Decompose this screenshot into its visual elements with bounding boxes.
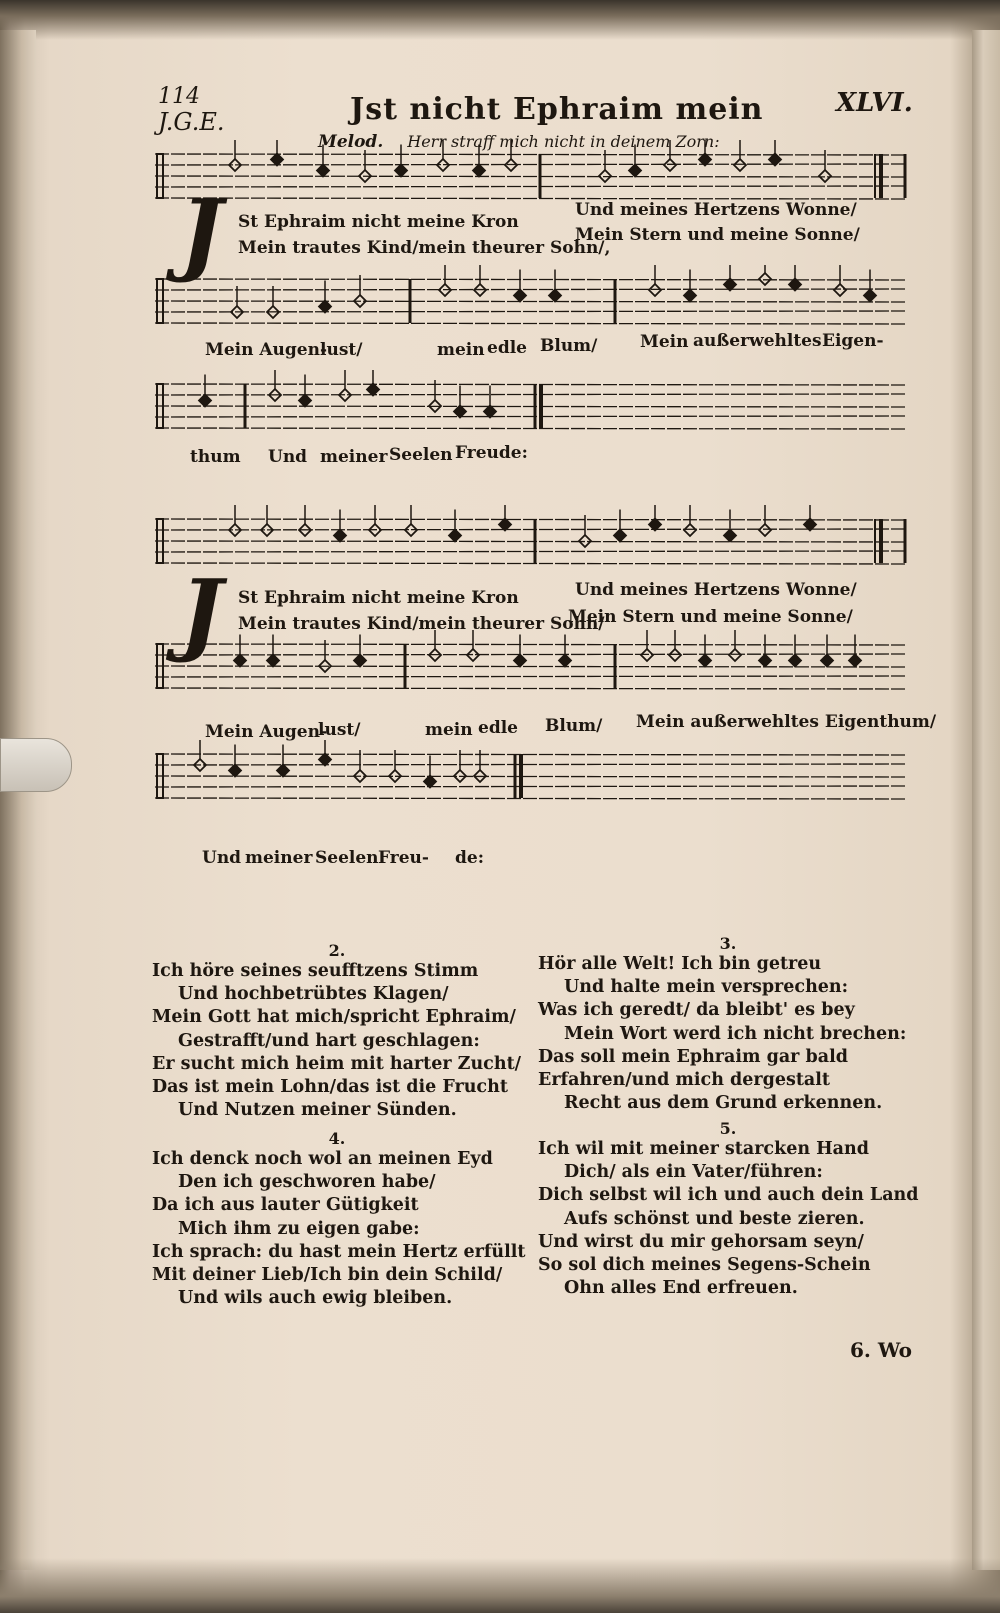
staff-2-3 [155,740,915,815]
note-head [299,395,311,407]
page-edge [972,30,1000,1570]
lyric-1-line1b: Und meines Hertzens Wonne/ [575,200,857,220]
note-head [734,159,746,171]
stanza-line: Ich höre seines seufftzens Stimm [152,961,479,981]
stanza-line: Aufs schönst und beste zieren. [564,1208,865,1229]
page-number: 114 [158,84,200,109]
stanza-line: Ohn alles End erfreuen. [564,1278,798,1299]
staff-line [155,198,905,199]
note-head [819,170,831,182]
stanza-line: Dich/ als ein Vater/führen: [564,1162,823,1183]
note-head [684,524,696,536]
note-head [354,655,366,667]
binding-gutter [0,30,36,1570]
note-head [367,384,379,396]
stanza-line: Er sucht mich heim mit harter Zucht/ [152,1053,522,1074]
staff-line [155,176,905,177]
lyric-2-row2-5: Mein außerwehltes Eigenthum/ [636,712,937,732]
lyric-2-row3-1: meiner [245,848,313,868]
stanza-3 [538,935,918,1115]
stanza-line: Und Nutzen meiner Sünden. [178,1100,457,1121]
stanza-line: Ich wil mit meiner starcken Hand [538,1139,869,1159]
stanza-4 [152,1129,526,1310]
lyric-1-line2b: Mein Stern und meine Sonne/ [575,225,860,245]
staff-line [155,551,905,552]
stanza-line: Mein Gott hat mich/spricht Ephraim/ [152,1007,516,1028]
stanza-number: 5. [719,1119,737,1138]
note-head [234,655,246,667]
lyric-1-row3-1: Und [268,447,308,467]
staff-line [155,323,905,324]
note-head [559,655,571,667]
lyric-1-row2-5: Mein [640,332,689,352]
note-head [664,159,676,171]
staff-line [155,676,905,677]
note-head [454,406,466,418]
staff-line [155,541,905,542]
section-number: XLVI. [836,88,913,118]
staff-line [155,164,905,165]
note-head [629,165,641,177]
note-head [473,165,485,177]
lyric-1-line1a: St Ephraim nicht meine Kron [238,212,519,232]
lyric-1-row2-3: edle [487,338,527,358]
stanza-number: 2. [328,941,346,960]
note-head [759,655,771,667]
melody-text: Herr straff mich nicht in deinem Zorn: [407,132,720,151]
staff-line [155,644,905,645]
staff-2-2 [155,630,915,725]
top-shadow [0,0,1000,40]
lyric-2-row2-2: mein [425,720,473,740]
stanza-line: Dich selbst wil ich und auch dein Land [538,1185,919,1206]
lyric-1-row3-3: Seelen [389,445,453,465]
note-head [789,655,801,667]
staff-line [155,384,905,385]
melody-label: Melod. [318,132,384,152]
lyric-2-row3-2: Seelen [315,848,379,868]
note-head [229,765,241,777]
note-head [514,290,526,302]
note-head [699,655,711,667]
note-head [614,530,626,542]
stanza-line: Ich denck noch wol an meinen Eyd [152,1149,493,1169]
note-head [267,655,279,667]
note-head [724,530,736,542]
lyric-1-row3-2: meiner [320,447,388,467]
note-head [449,530,461,542]
lyric-2-row2-1: lust/ [318,720,361,740]
lyric-2-line2a: Mein trautes Kind/mein theurer Sohn/ [238,614,605,634]
lyric-2-row2-0: Mein Augen- [205,722,328,742]
stanza-5 [538,1120,918,1300]
lyric-2-line2b: Mein Stern und meine Sonne/ [568,607,853,627]
note-head [424,776,436,788]
stanza-line: Erfahren/und mich dergestalt [538,1070,830,1091]
note-head [759,273,771,285]
note-head [319,301,331,313]
lyric-1-row2-4: Blum/ [540,336,598,356]
stanza-line: Und halte mein versprechen: [564,977,849,998]
note-head [499,519,511,531]
note-head [334,530,346,542]
staff-line [155,754,905,755]
stanza-line: Mein Wort werd ich nicht brechen: [564,1023,907,1044]
lyric-2-row2-4: Blum/ [545,716,603,736]
lyric-1-line2a: Mein trautes Kind/mein theurer Sohn/, [238,238,611,258]
staff-line [155,406,905,407]
stanza-line: Und hochbetrübtes Klagen/ [178,984,449,1005]
lyric-2-line1b: Und meines Hertzens Wonne/ [575,580,857,600]
stanza-number: 3. [719,934,737,953]
stanza-line: Und wirst du mir gehorsam seyn/ [538,1231,864,1252]
stanza-line: Und wils auch ewig bleiben. [178,1288,453,1309]
note-head [549,290,561,302]
drop-cap-2: J [180,560,223,666]
staff-line [155,563,905,564]
note-head [199,395,211,407]
staff-line [155,186,905,187]
staff-1-3 [155,370,915,445]
staff-line [155,416,905,417]
stanza-line: Was ich geredt/ da bleibt' es bey [538,1000,855,1021]
stanza-line: Gestrafft/und hart geschlagen: [178,1030,480,1051]
note-head [834,284,846,296]
lyric-2-row3-4: de: [455,848,484,868]
staff-line [155,776,905,777]
note-head [729,649,741,661]
stanza-line: Da ich aus lauter Gütigkeit [152,1195,419,1216]
lyric-1-row2-6: außerwehltes [693,331,822,351]
staff-line [155,154,905,155]
stanza-line: Den ich geschworen habe/ [178,1172,436,1193]
page-title: Jst nicht Ephraim mein [350,92,764,127]
staff-line [155,764,905,765]
stanza-line: Ich sprach: du hast mein Hertz erfüllt [152,1241,526,1262]
drop-cap-1: J [180,180,223,286]
lyric-2-row2-3: edle [478,718,518,738]
note-head [395,165,407,177]
page-clip [0,738,72,792]
note-head [271,154,283,166]
note-head [514,655,526,667]
stanza-line: So sol dich meines Segens-Schein [538,1255,871,1276]
lyric-2-line1a: St Ephraim nicht meine Kron [238,588,519,608]
note-head [277,765,289,777]
lyric-2-row3-0: Und [202,848,242,868]
staff-line [155,786,905,787]
staff-line [155,394,905,395]
stanza-line: Das soll mein Ephraim gar bald [538,1046,848,1067]
note-head [759,524,771,536]
lyric-1-row2-1: lust/ [320,340,363,360]
stanza-line: Mit deiner Lieb/Ich bin dein Schild/ [152,1265,503,1286]
lyric-1-row2-7: Eigen- [822,331,884,351]
note-head [484,406,496,418]
lyric-1-row2-0: Mein Augen- [205,340,328,360]
note-head [317,165,329,177]
staff-line [155,666,905,667]
lyric-1-row3-0: thum [190,447,241,467]
note-head [641,649,653,661]
note-head [821,655,833,667]
note-head [649,284,661,296]
staff-line [155,301,905,302]
page-initials: J.G.E. [158,108,225,136]
staff-line [155,428,905,429]
stanza-line: Hör alle Welt! Ich bin getreu [538,954,822,974]
catchword: 6. Wo [850,1338,913,1362]
stanza-2 [152,942,522,1122]
note-head [669,649,681,661]
lyric-2-row3-3: Freu- [378,848,429,868]
lyric-1-row2-2: mein [437,340,485,360]
staff-line [155,654,905,655]
note-head [864,290,876,302]
staff-line [155,529,905,530]
staff-line [155,798,905,799]
staff-line [155,688,905,689]
note-head [684,290,696,302]
stanza-line: Mich ihm zu eigen gabe: [178,1218,420,1239]
lyric-1-row3-4: Freude: [455,443,528,463]
stanza-line: Recht aus dem Grund erkennen. [564,1093,883,1114]
note-head [319,754,331,766]
stanza-number: 4. [328,1129,346,1148]
stanza-line: Das ist mein Lohn/das ist die Frucht [152,1077,508,1098]
note-head [849,655,861,667]
bottom-edge [0,1558,1000,1613]
